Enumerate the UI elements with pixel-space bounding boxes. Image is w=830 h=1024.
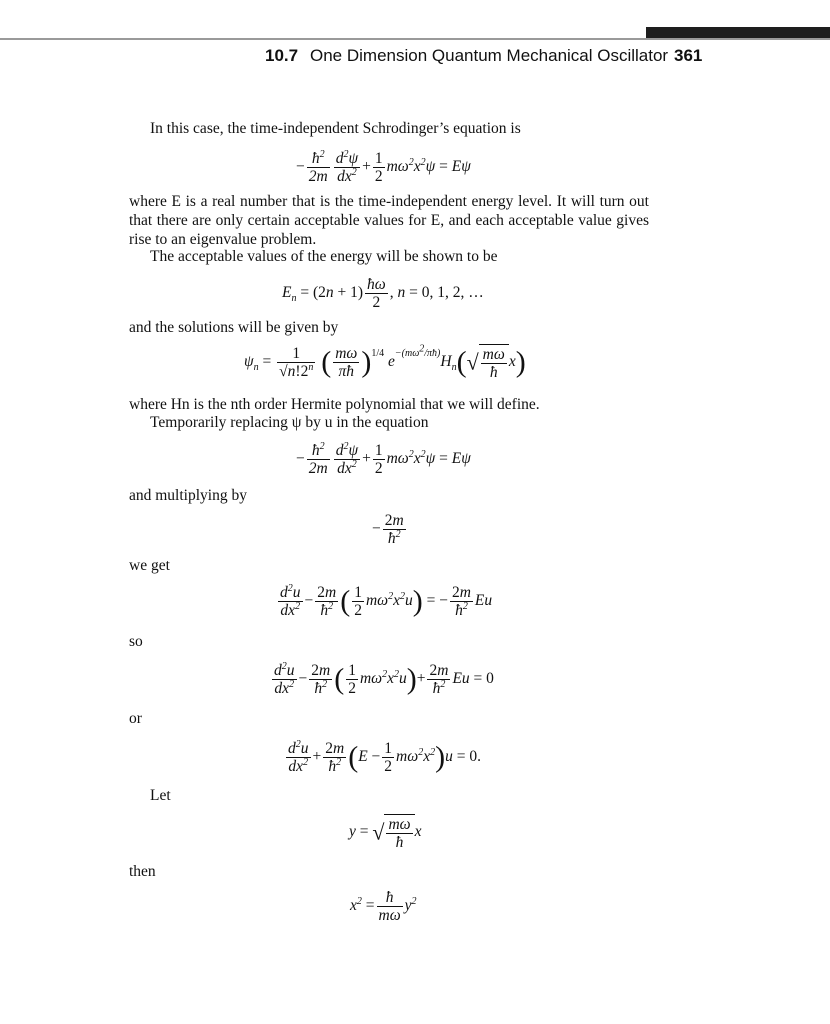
substitution-x-squared: $x^2$ = $\frac{ħ}{m\omega}$ $y^2$: [350, 889, 417, 924]
equation-so: $\frac{d^2u}{dx^2}$ − $\frac{2m}{ħ^2}$ ( $\frac{1}{2}$ $m\omega^2x^2u)+$ $\frac{2m}{ħ^2}$ Eu = 0: [274, 660, 494, 697]
hermite-text: where Hn is the nth order Hermite polynomial that we will define.: [129, 396, 540, 413]
multiplier-expression: − $\frac{2m}{ħ^2}$: [372, 512, 404, 547]
solutions-text: and the solutions will be given by: [129, 319, 339, 336]
we-get-text: we get: [129, 557, 170, 574]
substitution-y: y = √ $\frac{m\omega}{ħ}$ x: [349, 816, 422, 851]
let-text: Let: [150, 787, 171, 804]
temporarily-text: Temporarily replacing ψ by u in the equation: [150, 414, 429, 431]
section-number: 10.7: [265, 46, 299, 65]
then-text: then: [129, 863, 156, 880]
energy-levels-equation: $E_n = (2n + 1)$ $\frac{ħ\omega}{2}$ , n = 0, 1, 2, …: [282, 276, 484, 311]
schrodinger-equation: − $\frac{ħ^2}{2m}$ $\frac{d^2\psi}{dx^2}$ + $\frac{1}{2}$ $m\omega^2x^2\psi = E\psi$: [296, 148, 471, 185]
running-header: [0, 46, 830, 70]
acceptable-text: The acceptable values of the energy will be shown to be: [150, 248, 498, 265]
wavefunction-equation: $\psi_n$ = $\frac{1}{√n!2^n}$ ( $\frac{m\omega}{\pi ħ}$ )$^{1/4}$ $e^{-(m\omega^2/\pi ħ)}H_n(√$ $\frac{m\omega}{ħ}$ x): [244, 343, 526, 381]
so-text: so: [129, 633, 143, 650]
equation-we-get: $\frac{d^2u}{dx^2}$ − $\frac{2m}{ħ^2}$ ( $\frac{1}{2}$ $m\omega^2x^2u$) = − $\frac{2m}{ħ^2}$ Eu: [280, 582, 493, 619]
or-text: or: [129, 710, 142, 727]
section-title: One Dimension Quantum Mechanical Oscillator: [310, 46, 669, 65]
equation-or: $\frac{d^2u}{dx^2}$ + $\frac{2m}{ħ^2}$ (E − $\frac{1}{2}$ $m\omega^2x^2)u = 0$.: [288, 738, 481, 775]
schrodinger-equation-repeat: − $\frac{ħ^2}{2m}$ $\frac{d^2\psi}{dx^2}$ + $\frac{1}{2}$ $m\omega^2x^2\psi = E\psi$: [296, 440, 471, 477]
header-rule: [0, 38, 830, 40]
intro-text: In this case, the time-independent Schrodinger’s equation is: [150, 120, 521, 137]
page-number: 361: [674, 46, 703, 65]
paragraph-where-e: where E is a real number that is the time-independent energy level. It will turn out that there are only certain acceptable values for E, and each acceptable value gives rise to an eigenvalue problem.: [129, 193, 649, 248]
multiplying-text: and multiplying by: [129, 487, 247, 504]
